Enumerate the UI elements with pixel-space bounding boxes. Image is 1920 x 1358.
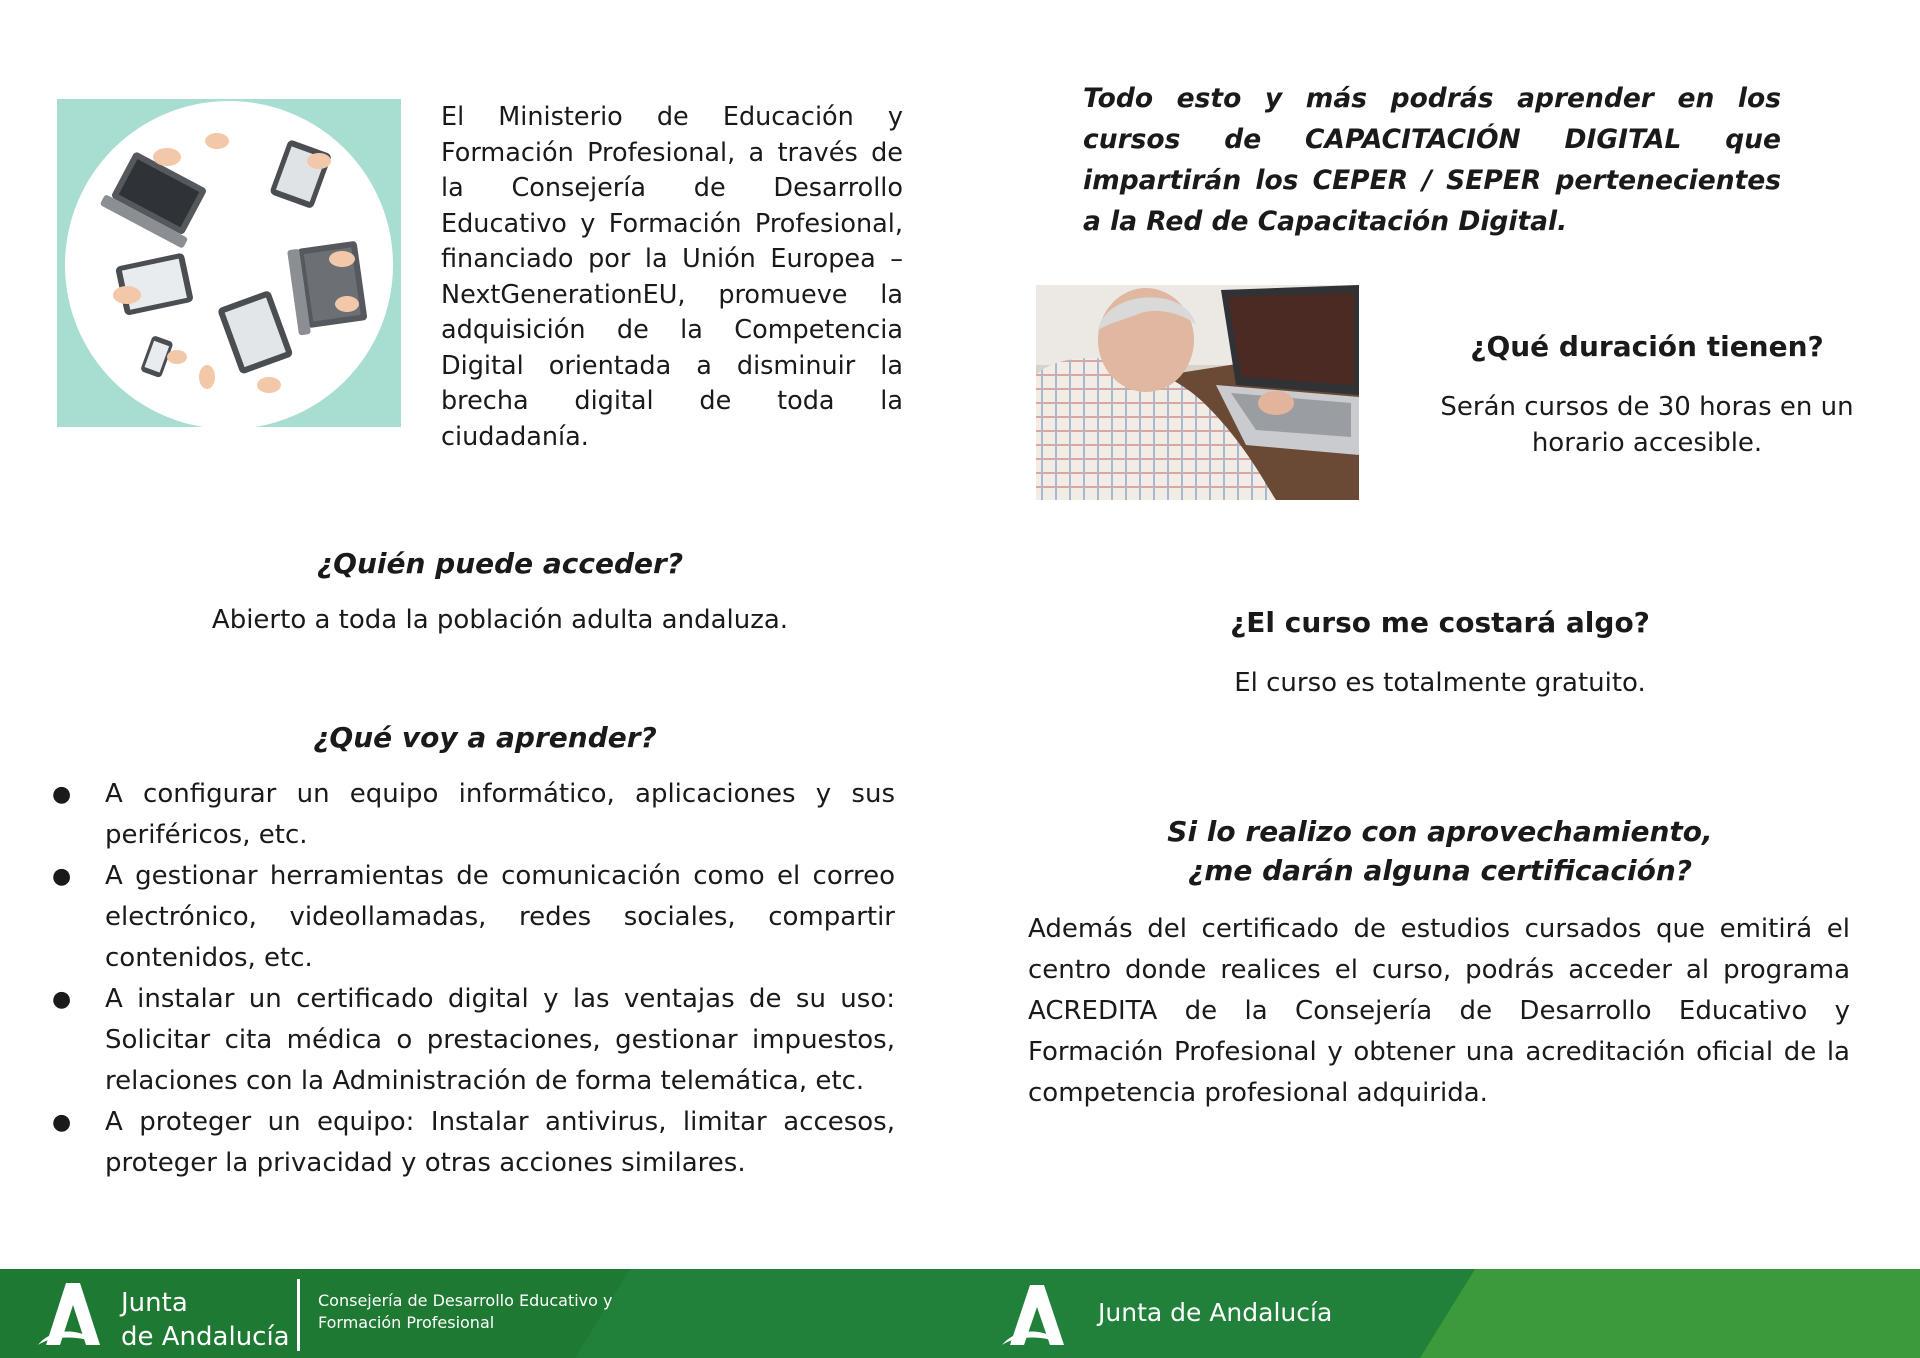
who-can-access-text: Abierto a toda la población adulta andaluza. — [211, 605, 789, 635]
footer-center-logo-text: Junta de Andalucía — [1098, 1298, 1333, 1327]
list-item-text: A configurar un equipo informático, aplicaciones y sus periféricos, etc. — [105, 779, 895, 850]
cost-heading: ¿El curso me costará algo? — [1230, 606, 1650, 639]
footer-divider — [297, 1279, 300, 1351]
list-item-text: A gestionar herramientas de comunicación como el correo electrónico, videollamadas, redes sociales, compartir contenidos, etc. — [105, 861, 895, 973]
who-can-access-heading: ¿Quién puede acceder? — [316, 547, 684, 580]
bullet-icon: ● — [52, 1110, 72, 1135]
duration-text-line: Serán cursos de 30 horas en un — [1440, 392, 1854, 422]
footer-department-line2: Formación Profesional — [318, 1313, 495, 1332]
duration-text — [1432, 389, 1862, 461]
certification-heading-line: Si lo realizo con aprovechamiento, — [1167, 815, 1713, 848]
senior-using-laptop-photo — [1036, 285, 1359, 500]
list-item — [50, 979, 895, 1102]
list-item — [50, 856, 895, 979]
footer-logo-line2: de Andalucía — [121, 1322, 290, 1352]
intro-text: El Ministerio de Educación y Formación Profesional, a través de la Consejería de Desarrollo Educativo y Formación Profesional, financiado por la Unión Europea – NextGenerationEU, promueve la adquisición de la Competencia Digital orientada a disminuir la brecha digital de toda la ciudadanía. — [441, 102, 903, 452]
devices-circle-illustration — [57, 99, 401, 427]
footer-department-line1: Consejería de Desarrollo Educativo y — [318, 1291, 613, 1310]
certification-heading — [1030, 812, 1850, 890]
learning-topics-list — [50, 774, 895, 1184]
what-will-i-learn-heading: ¿Qué voy a aprender? — [313, 721, 657, 754]
certification-heading-line: ¿me darán alguna certificación? — [1187, 854, 1693, 887]
list-item — [50, 1102, 895, 1184]
duration-heading: ¿Qué duración tienen? — [1470, 330, 1824, 363]
cost-text: El curso es totalmente gratuito. — [1234, 668, 1646, 698]
footer-banner — [0, 1269, 1920, 1358]
bullet-icon: ● — [52, 864, 72, 889]
list-item — [50, 774, 895, 856]
list-item-text: A instalar un certificado digital y las ventajas de su uso: Solicitar cita médica o prestaciones, gestionar impuestos, relaciones con la Administración de forma telemática, etc. — [105, 984, 895, 1096]
footer-logo-line1: Junta — [121, 1288, 188, 1318]
certification-text: Además del certificado de estudios cursados que emitirá el centro donde realices el curso, podrás acceder al programa ACREDITA de la Consejería de Desarrollo Educativo y Formación Profesional y obtener una acreditación oficial de la competencia profesional adquirida. — [1028, 914, 1850, 1108]
duration-text-line: horario accesible. — [1531, 428, 1763, 458]
list-item-text: A proteger un equipo: Instalar antivirus, limitar accesos, proteger la privacidad y otras acciones similares. — [105, 1107, 895, 1178]
intro-paragraph — [441, 100, 903, 455]
bullet-icon: ● — [52, 987, 72, 1012]
bullet-icon: ● — [52, 782, 72, 807]
promo-text: Todo esto y más podrás aprender en los cursos de CAPACITACIÓN DIGITAL que impartirán los CEPER / SEPER pertenecientes a la Red de Capacitación Digital. — [1083, 83, 1781, 237]
